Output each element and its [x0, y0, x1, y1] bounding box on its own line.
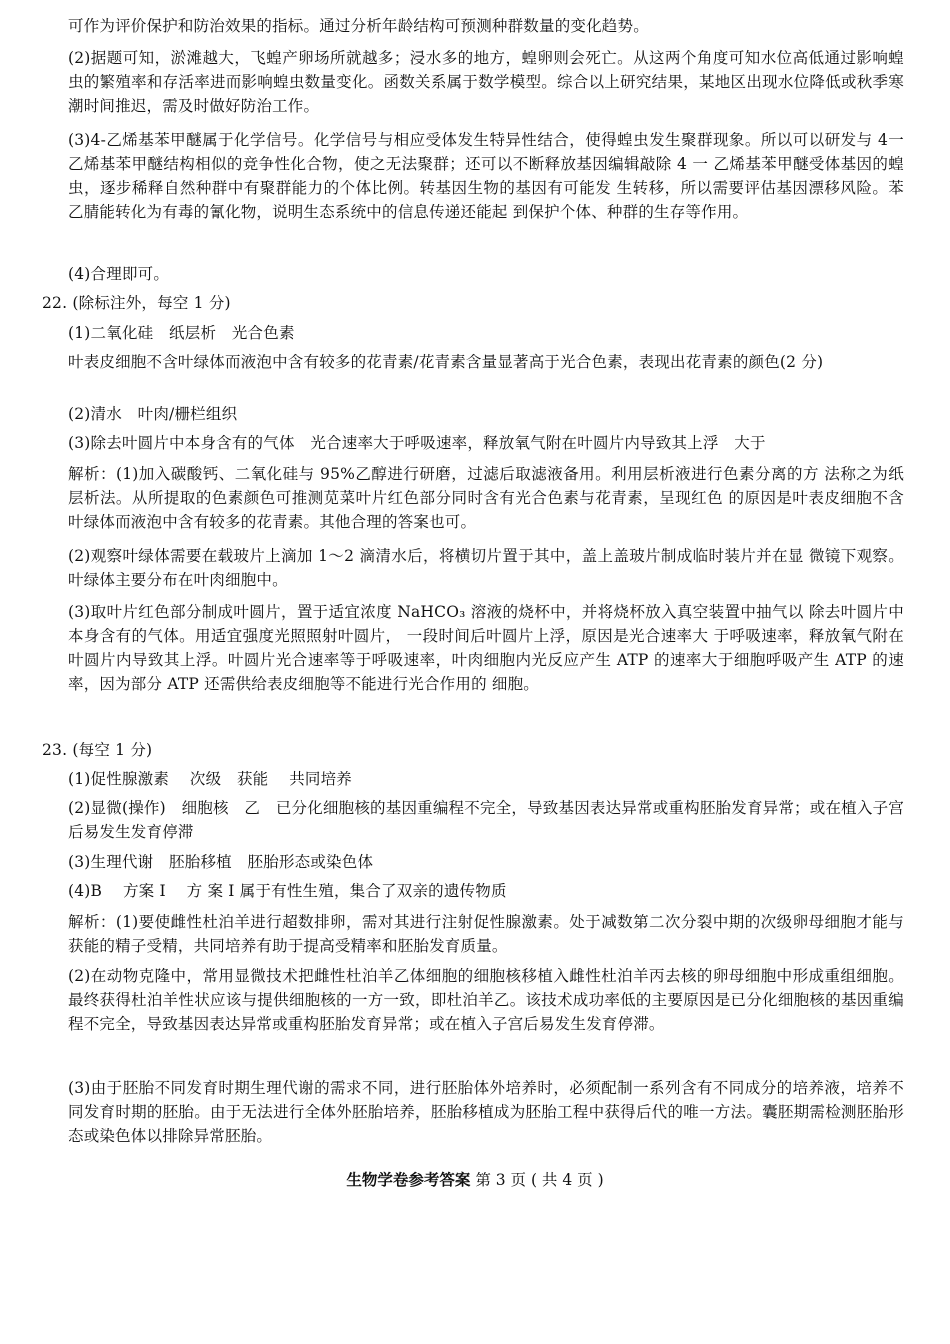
question-22-heading: 22. (除标注外，每空 1 分) — [42, 294, 231, 312]
q23-answer-4: (4)B 方案 I 方 案 I 属于有性生殖，集合了双亲的遗传物质 — [68, 882, 507, 900]
q23-analysis-2: (2)在动物克隆中，常用显微技术把雌性杜泊羊乙体细胞的细胞核移植入雌性杜泊羊丙去核的卵母细胞中形成重组细胞。最终获得杜泊羊性状应该与提供细胞核的一方一致，即杜泊羊乙。该技术成功率低的主要原因是已分化细胞核的基因重编程不完全，导致基因表达异常或重构胚胎发育异常；或在植入子宫后易发生发育停滞。 — [68, 967, 904, 1033]
q22-answer-3: (3)除去叶圆片中本身含有的气体 光合速率大于呼吸速率，释放氧气附在叶圆片内导致其上浮 大于 — [68, 434, 766, 452]
page-footer — [0, 1168, 950, 1190]
question-23-heading: 23. (每空 1 分) — [42, 741, 153, 759]
q22-answer-2: (2)清水 叶肉/栅栏组织 — [68, 405, 238, 423]
q22-answer-1: (1)二氧化硅 纸层析 光合色素 — [68, 324, 295, 342]
q23-analysis-1: 解析：(1)要使雌性杜泊羊进行超数排卵，需对其进行注射促性腺激素。处于减数第二次分裂中期的次级卵母细胞才能与获能的精子受精，共同培养有助于提高受精率和胚胎发育质量。 — [68, 913, 904, 955]
paragraph-q21-continuation: 可作为评价保护和防治效果的指标。通过分析年龄结构可预测种群数量的变化趋势。 — [68, 17, 649, 35]
q22-analysis-2: (2)观察叶绿体需要在载玻片上滴加 1～2 滴清水后，将横切片置于其中，盖上盖玻片制成临时装片并在显 微镜下观察。叶绿体主要分布在叶肉细胞中。 — [68, 547, 904, 589]
q23-answer-2: (2)显微(操作) 细胞核 乙 已分化细胞核的基因重编程不完全，导致基因表达异常或重构胚胎发育异常；或在植入子宫后易发生发育停滞 — [68, 799, 904, 841]
paragraph-q21-part3: (3)4-乙烯基苯甲醚属于化学信号。化学信号与相应受体发生特异性结合，使得蝗虫发生聚群现象。所以可以研发与 4一乙烯基苯甲醚结构相似的竞争性化合物，使之无法聚群；还可以不断释放基因编辑敲除 4 一 乙烯基苯甲醚受体基因的蝗虫，逐步稀释自然种群中有聚群能力的个体比例。转基因生物的基因有可能发 生转移，所以需要评估基因漂移风险。苯乙腈能转化为有毒的氰化物，说明生态系统中的信息传递还能起 到保护个体、种群的生存等作用。 — [68, 131, 904, 221]
q23-analysis-3: (3)由于胚胎不同发育时期生理代谢的需求不同，进行胚胎体外培养时，必须配制一系列含有不同成分的培养液，培养不同发育时期的胚胎。由于无法进行全体外胚胎培养，胚胎移植成为胚胎工程中获得后代的唯一方法。囊胚期需检测胚胎形态或染色体以排除异常胚胎。 — [68, 1079, 904, 1145]
paragraph-q21-part2: (2)据题可知，淤滩越大，飞蝗产卵场所就越多；浸水多的地方，蝗卵则会死亡。从这两个角度可知水位高低通过影响蝗虫的繁殖率和存活率进而影响蝗虫数量变化。函数关系属于数学模型。综合以上研究结果，某地区出现水位降低或秋季寒潮时间推迟，需及时做好防治工作。 — [68, 49, 904, 115]
q22-answer-1-note: 叶表皮细胞不含叶绿体而液泡中含有较多的花青素/花青素含量显著高于光合色素，表现出花青素的颜色(2 分) — [68, 353, 824, 371]
footer-title: 生物学卷参考答案 — [346, 1170, 471, 1189]
q23-answer-3: (3)生理代谢 胚胎移植 胚胎形态或染色体 — [68, 853, 374, 871]
footer-page-info: 第 3 页 ( 共 4 页 ) — [475, 1171, 604, 1189]
q23-answer-1: (1)促性腺激素 次级 获能 共同培养 — [68, 770, 353, 788]
paragraph-q21-part4: (4)合理即可。 — [68, 265, 170, 283]
q22-analysis-1: 解析：(1)加入碳酸钙、二氧化硅与 95%乙醇进行研磨，过滤后取滤液备用。利用层析液进行色素分离的方 法称之为纸层析法。从所提取的色素颜色可推测苋菜叶片红色部分同时含有光合色素与花青素，呈现红色 的原因是叶表皮细胞不含叶绿体而液泡中含有较多的花青素。其他合理的答案也可。 — [68, 465, 904, 531]
q22-analysis-3: (3)取叶片红色部分制成叶圆片，置于适宜浓度 NaHCO₃ 溶液的烧杯中，并将烧杯放入真空装置中抽气以 除去叶圆片中本身含有的气体。用适宜强度光照照射叶圆片， 一段时间后叶圆片上浮，原因是光合速率大 于呼吸速率，释放氧气附在叶圆片内导致其上浮。叶圆片光合速率等于呼吸速率，叶肉细胞内光反应产生 ATP 的速率大于细胞呼吸产生 ATP 的速率，因为部分 ATP 还需供给表皮细胞等不能进行光合作用的 细胞。 — [68, 603, 904, 693]
